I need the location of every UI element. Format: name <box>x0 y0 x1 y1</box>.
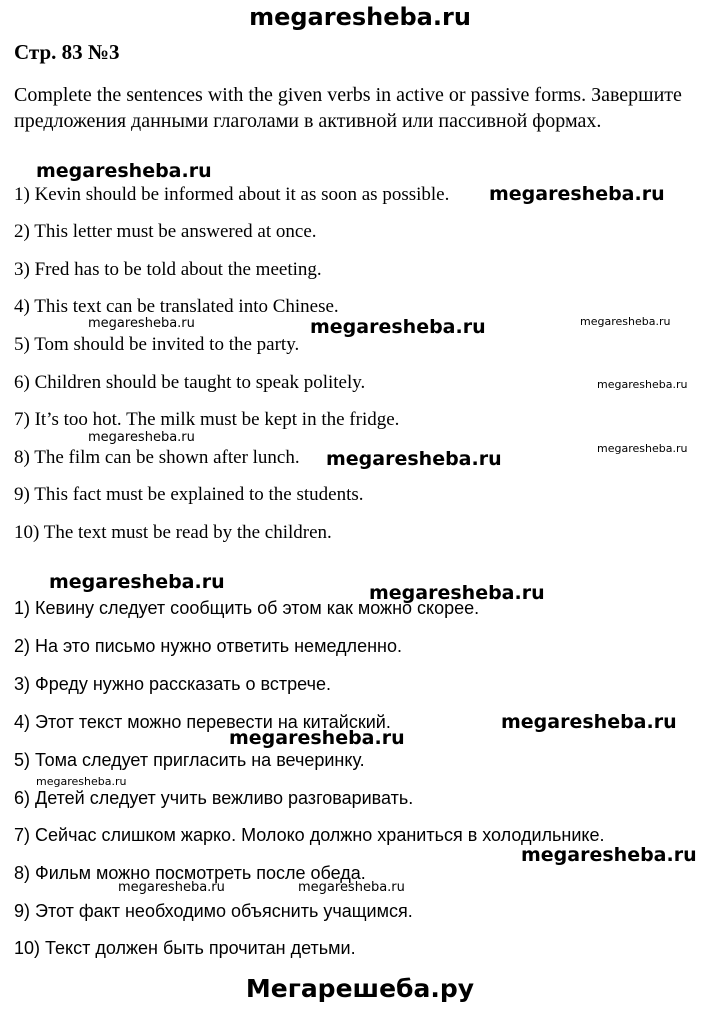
watermark: megaresheba.ru <box>49 571 225 593</box>
english-sentence-10: 10) The text must be read by the children. <box>14 522 332 543</box>
english-sentence-4: 4) This text can be translated into Chinese. <box>14 296 339 317</box>
english-sentence-9: 9) This fact must be explained to the students. <box>14 484 364 505</box>
watermark: megaresheba.ru <box>118 880 225 895</box>
watermark: megaresheba.ru <box>229 727 405 749</box>
watermark: megaresheba.ru <box>326 448 502 470</box>
russian-sentence-3: 3) Фреду нужно рассказать о встрече. <box>14 674 331 694</box>
watermark: megaresheba.ru <box>310 316 486 338</box>
watermark: megaresheba.ru <box>597 378 688 391</box>
watermark: megaresheba.ru <box>501 711 677 733</box>
russian-sentence-8: 8) Фильм можно посмотреть после обеда. <box>14 863 366 883</box>
english-sentence-5: 5) Tom should be invited to the party. <box>14 334 300 355</box>
english-sentence-6: 6) Children should be taught to speak politely. <box>14 372 366 393</box>
watermark: megaresheba.ru <box>36 775 127 788</box>
site-header: megaresheba.ru <box>249 3 471 31</box>
watermark: megaresheba.ru <box>88 316 195 331</box>
english-sentence-3: 3) Fred has to be told about the meeting. <box>14 259 322 280</box>
russian-sentence-7: 7) Сейчас слишком жарко. Молоко должно храниться в холодильнике. <box>14 825 605 845</box>
english-sentence-8: 8) The film can be shown after lunch. <box>14 447 300 468</box>
watermark: megaresheba.ru <box>580 315 671 328</box>
russian-sentence-5: 5) Тома следует пригласить на вечеринку. <box>14 750 365 770</box>
watermark: megaresheba.ru <box>521 844 697 866</box>
english-sentence-1: 1) Kevin should be informed about it as soon as possible. <box>14 184 450 205</box>
exercise-instruction: Complete the sentences with the given verbs in active or passive forms. Завершите предложения данными глаголами в активной или пассивной формах. <box>14 84 682 132</box>
page-reference: Стр. 83 №3 <box>14 40 120 64</box>
site-footer: Мегарешеба.ру <box>245 974 475 1003</box>
watermark: megaresheba.ru <box>369 582 545 604</box>
russian-sentence-10: 10) Текст должен быть прочитан детьми. <box>14 938 356 958</box>
russian-sentence-6: 6) Детей следует учить вежливо разговаривать. <box>14 788 414 808</box>
english-sentence-7: 7) It’s too hot. The milk must be kept in the fridge. <box>14 409 400 430</box>
watermark: megaresheba.ru <box>88 430 195 445</box>
russian-sentence-9: 9) Этот факт необходимо объяснить учащимся. <box>14 901 413 921</box>
watermark: megaresheba.ru <box>298 880 405 895</box>
watermark: megaresheba.ru <box>489 183 665 205</box>
russian-sentence-2: 2) На это письмо нужно ответить немедленно. <box>14 636 402 656</box>
watermark: megaresheba.ru <box>36 160 212 182</box>
english-sentence-2: 2) This letter must be answered at once. <box>14 221 317 242</box>
watermark: megaresheba.ru <box>597 442 688 455</box>
russian-sentence-4: 4) Этот текст можно перевести на китайский. <box>14 712 391 732</box>
russian-sentence-1: 1) Кевину следует сообщить об этом как можно скорее. <box>14 598 480 618</box>
